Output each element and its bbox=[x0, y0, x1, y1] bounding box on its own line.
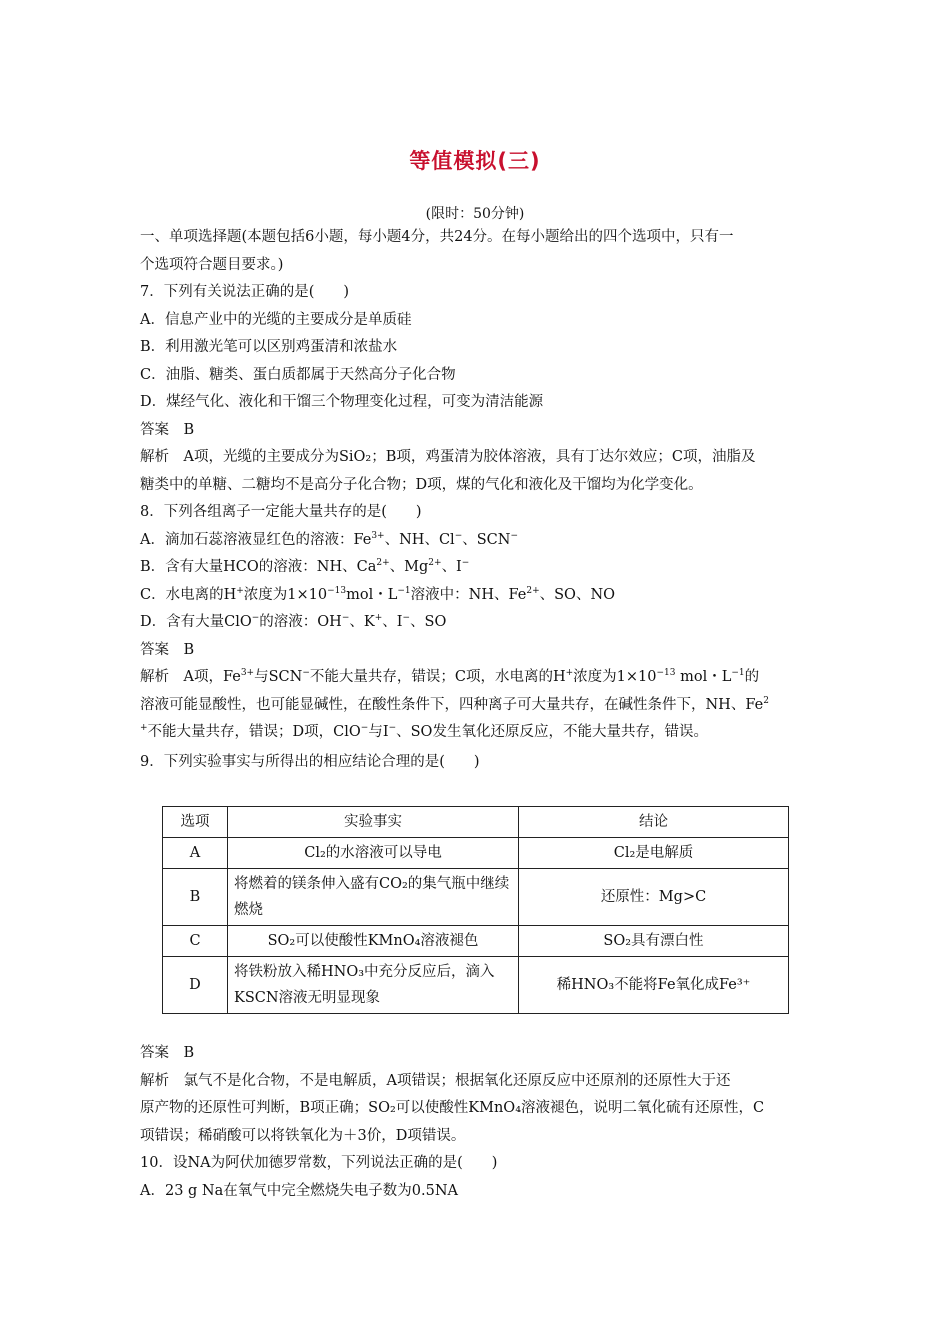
q7-answer: 答案 B bbox=[140, 421, 195, 438]
q7-analysis-1: 解析 A项，光缆的主要成分为SiO₂；B项，鸡蛋清为胶体溶液，具有丁达尔效应；C项，油脂及 bbox=[140, 449, 756, 465]
row-option: C bbox=[163, 926, 228, 957]
q8-analysis-1: 解析 A项，$Fe^{3+}$与SCN−不能大量共存，错误；C项，水电离的H+浓度为$1\times 10^{-13}$ mol・$L^{-1}$的 bbox=[140, 668, 760, 685]
table-row bbox=[163, 838, 789, 869]
row-conclusion: Cl₂是电解质 bbox=[519, 838, 789, 869]
q10-stem: 10．设NA为阿伏加德罗常数，下列说法正确的是( ) bbox=[140, 1155, 498, 1171]
question-7 bbox=[140, 279, 812, 499]
section-line-1: 一、单项选择题(本题包括6小题，每小题4分，共24分。在每小题给出的四个选项中，只有一 bbox=[140, 229, 734, 245]
q7-analysis-2: 糖类中的单糖、二糖均不是高分子化合物；D项，煤的气化和液化及干馏均为化学变化。 bbox=[140, 476, 703, 493]
q8-option-b: B．含有大量HCO的溶液：NH、$Ca^{2+}$、$Mg^{2+}$、I− bbox=[140, 558, 470, 575]
row-option: B bbox=[163, 869, 228, 926]
table-header-conclusion: 结论 bbox=[519, 807, 789, 838]
table-header-fact: 实验事实 bbox=[228, 807, 519, 838]
q9-analysis-1: 解析 氯气不是化合物，不是电解质，A项错误；根据氧化还原反应中还原剂的还原性大于还 bbox=[140, 1072, 731, 1089]
q9-answer: 答案 B bbox=[140, 1045, 195, 1061]
table-row bbox=[163, 869, 789, 926]
row-option: D bbox=[163, 957, 228, 1014]
table-row bbox=[163, 926, 789, 957]
q7-option-d: D．煤经气化、液化和干馏三个物理变化过程，可变为清洁能源 bbox=[140, 394, 544, 410]
q7-option-a: A．信息产业中的光缆的主要成分是单质硅 bbox=[140, 311, 412, 328]
row-conclusion: SO₂具有漂白性 bbox=[519, 926, 789, 957]
page-title: 等值模拟(三) bbox=[409, 149, 541, 173]
question-9-stem bbox=[140, 749, 812, 777]
row-conclusion: 还原性：Mg>C bbox=[519, 869, 789, 926]
q7-option-b: B．利用激光笔可以区别鸡蛋清和浓盐水 bbox=[140, 339, 398, 355]
q8-option-d: D．含有大量ClO−的溶液：OH−、K+、I−、SO bbox=[140, 613, 447, 630]
q9-analysis-3: 项错误；稀硝酸可以将铁氧化为＋3价，D项错误。 bbox=[140, 1127, 466, 1144]
section-line-2: 个选项符合题目要求。) bbox=[140, 256, 284, 273]
q7-stem: 7．下列有关说法正确的是( ) bbox=[140, 284, 350, 300]
table-header-row bbox=[163, 807, 789, 838]
section-instructions bbox=[140, 224, 812, 279]
question-8 bbox=[140, 499, 812, 747]
row-fact: Cl₂的水溶液可以导电 bbox=[228, 838, 519, 869]
time-limit: (限时：50分钟) bbox=[425, 206, 525, 222]
q10-option-a: A．23 g Na在氧气中完全燃烧失电子数为0.5NA bbox=[140, 1182, 458, 1199]
row-option: A bbox=[163, 838, 228, 869]
q8-answer: 答案 B bbox=[140, 641, 195, 658]
question-9-analysis bbox=[140, 1040, 812, 1205]
q8-analysis-2: 溶液可能显酸性，也可能显碱性，在酸性条件下，四种离子可大量共存，在碱性条件下，NH、Fe$^2$ bbox=[140, 695, 769, 713]
table-row bbox=[163, 957, 789, 1014]
table-header-option: 选项 bbox=[163, 807, 228, 838]
row-conclusion: 稀HNO₃不能将Fe氧化成Fe³⁺ bbox=[519, 957, 789, 1014]
row-fact: 将铁粉放入稀HNO₃中充分反应后，滴入KSCN溶液无明显现象 bbox=[228, 957, 519, 1014]
q9-table bbox=[162, 806, 789, 1014]
row-fact: SO₂可以使酸性KMnO₄溶液褪色 bbox=[228, 926, 519, 957]
q8-option-a: A．滴加石蕊溶液显红色的溶液：$Fe^{3+}$、NH、Cl−、SCN− bbox=[140, 530, 518, 548]
q8-stem: 8．下列各组离子一定能大量共存的是( ) bbox=[140, 504, 422, 520]
q9-stem: 9．下列实验事实与所得出的相应结论合理的是( ) bbox=[140, 754, 480, 770]
q8-analysis-3: +不能大量共存，错误；D项，ClO−与I−、SO发生氧化还原反应，不能大量共存，错误。 bbox=[140, 723, 708, 740]
q8-option-c: C．水电离的H+浓度为$1\times 10^{-13}mol$・$L^{-1}$溶液中：NH、$Fe^{2+}$、SO、NO bbox=[140, 585, 616, 603]
q7-option-c: C．油脂、糖类、蛋白质都属于天然高分子化合物 bbox=[140, 366, 456, 383]
q9-analysis-2: 原产物的还原性可判断，B项正确；SO₂可以使酸性KMnO₄溶液褪色，说明二氧化硫有还原性，C bbox=[140, 1100, 765, 1116]
row-fact: 将燃着的镁条伸入盛有CO₂的集气瓶中继续燃烧 bbox=[228, 869, 519, 926]
